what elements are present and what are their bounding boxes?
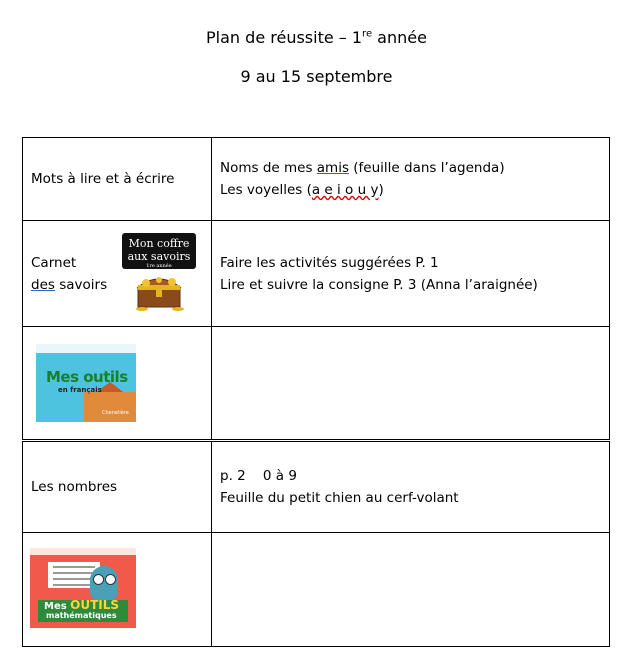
row-label	[23, 441, 212, 533]
text: )	[378, 182, 384, 198]
page-title	[0, 28, 633, 47]
row-content	[212, 221, 610, 327]
underlined-word: des	[31, 276, 55, 293]
table-row	[23, 138, 610, 221]
vowels: a e i o u y	[311, 182, 379, 198]
content-line: p. 2 0 à 9	[220, 468, 297, 484]
sign-text: aux savoirs	[127, 250, 191, 263]
cover-title: Mes outils	[46, 368, 128, 386]
row-content	[212, 533, 610, 647]
text: Noms de mes	[220, 160, 317, 176]
sign-text: Mon coffre	[128, 237, 190, 250]
content-line: Lire et suivre la consigne P. 3 (Anna l’araignée)	[220, 276, 538, 293]
date-range: 9 au 15 septembre	[240, 67, 393, 86]
row-label	[23, 138, 212, 221]
treasure-chest-icon	[132, 271, 186, 311]
table-row	[23, 441, 610, 533]
text: savoirs	[54, 276, 108, 293]
title-superscript: re	[362, 28, 373, 40]
label-nombres: Les nombres	[31, 479, 118, 495]
mes-outils-maths-cover	[30, 548, 136, 628]
mes-outils-francais-cover	[36, 344, 136, 422]
content-line: Feuille du petit chien au cerf-volant	[220, 490, 459, 506]
coffre-savoirs-image	[122, 233, 196, 313]
cover-subtitle: en français	[58, 386, 102, 394]
owl-icon	[90, 566, 118, 600]
cover-mes: Mes	[44, 601, 67, 612]
label-mots: Mots à lire et à écrire	[31, 171, 175, 187]
underlined-word: amis	[316, 160, 349, 176]
content-line	[220, 179, 609, 201]
row-content	[212, 138, 610, 221]
cover-title	[44, 598, 119, 612]
label-carnet: Carnet	[31, 254, 77, 271]
sign-small: 1re année	[146, 263, 172, 269]
coffre-sign	[122, 233, 196, 269]
content-line	[220, 157, 609, 179]
cover-outils: OUTILS	[70, 598, 120, 612]
row-content	[212, 441, 610, 533]
text: Les voyelles (	[220, 182, 312, 198]
title-end: année	[372, 28, 427, 47]
cover-subtitle: mathématiques	[46, 611, 117, 620]
row-content	[212, 327, 610, 441]
title-text: Plan de réussite – 1	[206, 28, 363, 47]
table-row	[23, 221, 610, 327]
cover-publisher: Chenelière	[102, 410, 129, 416]
text: (feuille dans l’agenda)	[349, 160, 505, 176]
content-line: Faire les activités suggérées P. 1	[220, 254, 439, 271]
